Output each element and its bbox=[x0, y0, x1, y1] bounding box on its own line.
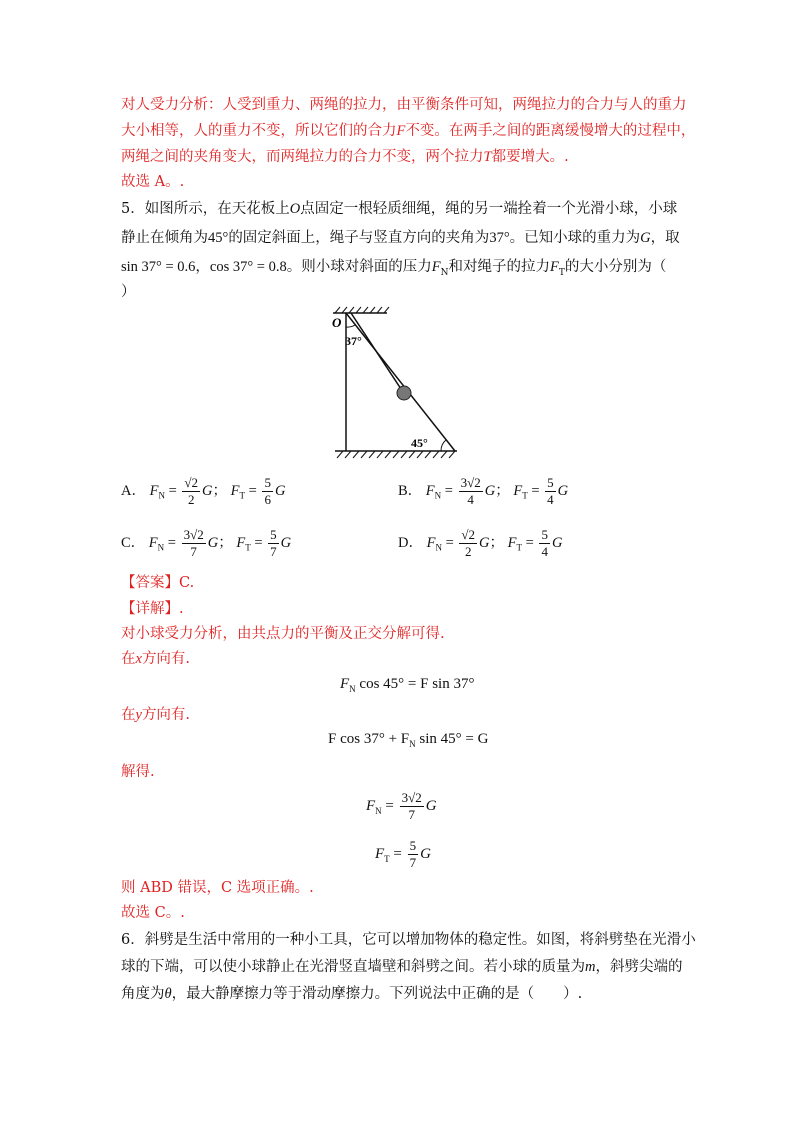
angle-45: 45° bbox=[208, 230, 229, 246]
option-a-label: A． bbox=[121, 482, 146, 499]
text: ， bbox=[195, 259, 210, 275]
result-ft bbox=[375, 838, 431, 871]
sep: ； bbox=[218, 534, 233, 551]
sub-t: T bbox=[558, 267, 565, 278]
frac bbox=[268, 527, 279, 560]
sep: ； bbox=[495, 482, 510, 499]
text: 点固定一根轻质细绳，绳的另一端拴着一个光滑小球，小球 bbox=[300, 201, 678, 217]
incline-figure bbox=[325, 305, 475, 465]
var-m: m bbox=[585, 959, 596, 975]
text: 方向有. bbox=[141, 707, 191, 723]
fn: F bbox=[426, 534, 436, 551]
den: 4 bbox=[467, 492, 474, 507]
ft: F bbox=[236, 534, 246, 551]
cos-value: cos 37° = 0.8 bbox=[209, 259, 287, 275]
fn: F bbox=[149, 482, 159, 499]
num: 3√2 bbox=[183, 527, 204, 542]
option-a[interactable] bbox=[121, 475, 285, 508]
eq: = bbox=[250, 534, 267, 551]
num: √2 bbox=[461, 527, 476, 542]
detail-line-3 bbox=[121, 705, 190, 725]
rope bbox=[351, 313, 401, 389]
text: 在 bbox=[121, 707, 136, 723]
eq: = bbox=[441, 482, 457, 499]
q5-line-2 bbox=[121, 228, 680, 248]
q6-line-3 bbox=[121, 984, 582, 1004]
var-x: x bbox=[135, 651, 142, 667]
frac bbox=[400, 790, 424, 823]
ft: F bbox=[375, 845, 385, 862]
sub: T bbox=[384, 853, 390, 864]
sub: T bbox=[522, 490, 528, 501]
frac bbox=[545, 475, 556, 508]
text: 静止在倾角为 bbox=[121, 230, 208, 246]
frac bbox=[262, 475, 273, 508]
g: G bbox=[207, 534, 219, 551]
label-45: 45° bbox=[411, 436, 428, 450]
sub: T bbox=[245, 542, 251, 553]
answer-label: 【答案】C. bbox=[121, 575, 195, 591]
text: 两绳之间的夹角变大，而两绳拉力的合力不变，两个拉力 bbox=[121, 149, 484, 165]
var-y: y bbox=[135, 707, 142, 723]
eq: = bbox=[522, 534, 538, 551]
sub: N bbox=[434, 490, 442, 501]
sep: ； bbox=[489, 534, 505, 551]
q5-line-4: ） bbox=[121, 284, 136, 300]
detail-line-1: 对小球受力分析，由共点力的平衡及正交分解可得. bbox=[121, 626, 445, 642]
text: ，斜劈尖端的 bbox=[595, 959, 683, 975]
frac bbox=[459, 475, 483, 508]
g: G bbox=[202, 482, 213, 499]
label-37: 37° bbox=[345, 334, 362, 348]
sin-value: sin 37° = 0.6 bbox=[121, 259, 196, 275]
num: 3√2 bbox=[401, 790, 422, 805]
num: 5 bbox=[270, 527, 277, 542]
text: 和对绳子的拉力 bbox=[448, 259, 550, 275]
den: 4 bbox=[547, 492, 554, 507]
q6-line-2 bbox=[121, 957, 682, 977]
fn: F bbox=[425, 482, 435, 499]
text: 不变。在两手之间的距离缓慢增大的过程中， bbox=[405, 123, 696, 139]
g: G bbox=[425, 797, 437, 814]
text: 5．如图所示，在天花板上 bbox=[121, 201, 290, 217]
g: G bbox=[557, 482, 569, 499]
g: G bbox=[479, 534, 490, 551]
ft: F bbox=[230, 482, 240, 499]
text: 大小相等，人的重力不变，所以它们的合力 bbox=[121, 123, 397, 139]
detail-line-4: 解得. bbox=[121, 764, 155, 780]
den: 2 bbox=[464, 544, 472, 559]
detail-line-2 bbox=[121, 649, 190, 669]
den: 2 bbox=[187, 492, 195, 507]
option-c[interactable] bbox=[121, 527, 291, 560]
q5-line-3 bbox=[121, 257, 666, 283]
detail-label: 【详解】. bbox=[121, 601, 184, 617]
label-o: O bbox=[332, 315, 342, 330]
num: 5 bbox=[547, 475, 554, 490]
q5-line-1 bbox=[121, 199, 677, 219]
fn: F bbox=[148, 534, 158, 551]
eq: = bbox=[245, 482, 261, 499]
ground-hatch bbox=[337, 451, 455, 458]
g: G bbox=[420, 845, 431, 862]
eq: = bbox=[381, 797, 398, 814]
sep: ； bbox=[212, 482, 228, 499]
text: 的大小分别为（ bbox=[564, 259, 667, 275]
sub: N bbox=[158, 490, 165, 501]
incline-surface bbox=[346, 313, 455, 451]
angle-37: 37° bbox=[489, 230, 510, 246]
ceiling-hatch bbox=[335, 307, 389, 313]
prev-explanation-line-1: 对人受力分析：人受到重力、两绳的拉力，由平衡条件可知，两绳拉力的合力与人的重力 bbox=[121, 97, 687, 113]
eq-part: F cos 37° + F bbox=[328, 731, 410, 747]
var-o: O bbox=[289, 201, 301, 217]
g: G bbox=[274, 482, 286, 499]
text: 角度为 bbox=[121, 986, 165, 1002]
eq: = bbox=[389, 845, 406, 862]
g: G bbox=[484, 482, 496, 499]
den: 7 bbox=[408, 807, 415, 822]
sub: N bbox=[409, 739, 416, 749]
var-f: F bbox=[396, 123, 406, 139]
sub: T bbox=[516, 542, 523, 553]
prev-explanation-line-2 bbox=[121, 121, 695, 141]
var-t: T bbox=[483, 149, 492, 165]
frac bbox=[182, 527, 206, 560]
arc-37 bbox=[346, 325, 355, 327]
text: ，最大静摩擦力等于滑动摩擦力。下列说法中正确的是（ ）. bbox=[171, 986, 583, 1002]
den: 6 bbox=[264, 492, 271, 507]
text: 。已知小球的重力为 bbox=[509, 230, 641, 246]
sub: N bbox=[375, 805, 382, 816]
var-ft: F bbox=[549, 259, 559, 275]
den: 7 bbox=[270, 544, 277, 559]
eq: = bbox=[164, 534, 180, 551]
sub: N bbox=[435, 542, 442, 553]
text: 。则小球对斜面的压力 bbox=[286, 259, 432, 275]
den: 4 bbox=[541, 544, 548, 559]
equation-x bbox=[340, 676, 474, 694]
equation-y bbox=[328, 731, 488, 749]
text: 方向有. bbox=[141, 651, 191, 667]
g: G bbox=[551, 534, 563, 551]
eq: = bbox=[164, 482, 181, 499]
ft: F bbox=[513, 482, 523, 499]
num: 3√2 bbox=[460, 475, 481, 490]
option-b-label: B． bbox=[398, 482, 423, 499]
option-d-label: D． bbox=[398, 534, 423, 551]
num: 5 bbox=[264, 475, 271, 490]
arc-45 bbox=[441, 440, 446, 451]
num: 5 bbox=[541, 527, 548, 542]
detail-line-5: 则 ABD 错误，C 选项正确。. bbox=[121, 880, 314, 896]
var-g: G bbox=[640, 230, 651, 246]
frac bbox=[408, 838, 419, 871]
eq-body: cos 45° = F sin 37° bbox=[355, 676, 475, 692]
prev-explanation-line-3 bbox=[121, 147, 569, 167]
option-d[interactable] bbox=[398, 527, 562, 560]
sub: T bbox=[239, 490, 246, 501]
detail-line-6: 故选 C。. bbox=[121, 905, 185, 921]
text: ，取 bbox=[650, 230, 680, 246]
option-b[interactable] bbox=[398, 475, 568, 508]
result-fn bbox=[366, 790, 437, 823]
num: 5 bbox=[409, 838, 417, 853]
var-fn: F bbox=[431, 259, 441, 275]
option-c-label: C． bbox=[121, 534, 146, 551]
eq-part: sin 45° = G bbox=[415, 731, 489, 747]
text: 都要增大。. bbox=[491, 149, 569, 165]
num: √2 bbox=[184, 475, 199, 490]
fn: F bbox=[366, 797, 376, 814]
q6-line-1: 6．斜劈是生活中常用的一种小工具，它可以增加物体的稳定性。如图，将斜劈垫在光滑小 bbox=[121, 932, 696, 948]
ball bbox=[397, 386, 411, 400]
sub: N bbox=[157, 542, 165, 553]
den: 7 bbox=[190, 544, 197, 559]
prev-answer-line: 故选 A。. bbox=[121, 174, 185, 190]
frac bbox=[459, 527, 477, 560]
sub-n: N bbox=[440, 267, 449, 278]
frac bbox=[539, 527, 550, 560]
fn: F bbox=[340, 676, 350, 692]
eq: = bbox=[441, 534, 458, 551]
g: G bbox=[280, 534, 292, 551]
sub: N bbox=[349, 684, 356, 694]
frac bbox=[182, 475, 200, 508]
text: 在 bbox=[121, 651, 136, 667]
den: 7 bbox=[409, 855, 417, 870]
ft: F bbox=[507, 534, 517, 551]
text: 球的下端，可以使小球静止在光滑竖直墙壁和斜劈之间。若小球的质量为 bbox=[121, 959, 585, 975]
text: 的固定斜面上，绳子与竖直方向的夹角为 bbox=[228, 230, 490, 246]
eq: = bbox=[527, 482, 544, 499]
var-theta: θ bbox=[164, 986, 172, 1002]
